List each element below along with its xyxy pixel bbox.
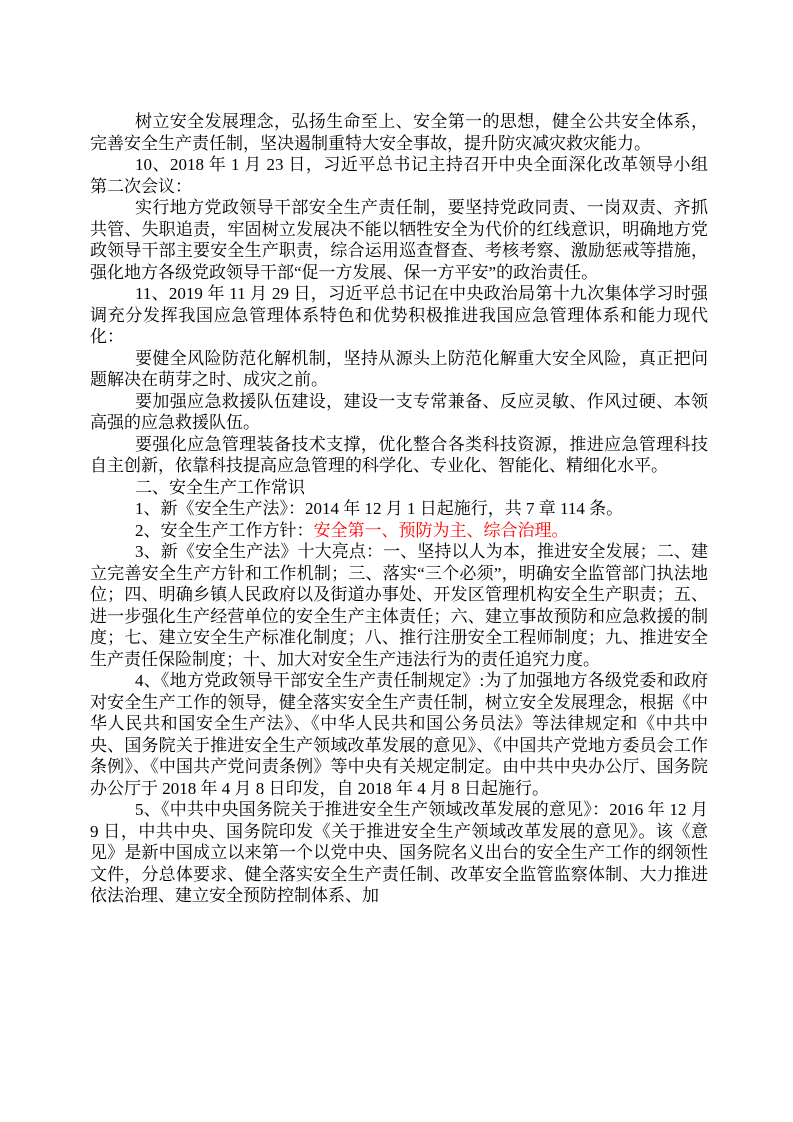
text-segment: 11、2019 年 11 月 29 日，习近平总书记在中央政治局第十九次集体学习时强调充分发挥我国应急管理体系特色和优势积极推进我国应急管理体系和能力现代化： [90, 284, 708, 346]
highlighted-red-text: 安全第一、预防为主、综合治理。 [313, 520, 569, 540]
paragraph-1 [90, 111, 708, 154]
text-segment: 树立安全发展理念，弘扬生命至上、安全第一的思想，健全公共安全体系，完善安全生产责任制，坚决遏制重特大安全事故，提升防灾减灾救灾能力。 [90, 112, 708, 153]
text-segment: 5、《中共中央国务院关于推进安全生产领域改革发展的意见》：2016 年 12 月 9 日，中共中央、国务院印发《关于推进安全生产领域改革发展的意见》。该《意见》是新中国成立以来第一个以党中央、国务院名义出台的安全生产工作的纲领性文件，分总体要求、健全落实安全生产责任制、改革安全监管监察体制、大力推进依法治理、建立安全预防控制体系、加 [90, 800, 708, 905]
paragraph-13 [90, 799, 708, 907]
paragraph-7 [90, 434, 708, 477]
paragraph-11 [90, 541, 708, 670]
text-segment: 4、《地方党政领导干部安全生产责任制规定》:为了加强地方各级党委和政府对安全生产工作的领导，健全落实安全生产责任制，树立安全发展理念，根据《中华人民共和国安全生产法》、《中华人民共和国公务员法》等法律规定和《中共中央、国务院关于推进安全生产领域改革发展的意见》、《中国共产党地方委员会工作条例》、《中国共产党问责条例》等中央有关规定制定。由中共中央办公厅、国务院办公厅于 2018 年 4 月 8 日印发，自 2018 年 4 月 8 日起施行。 [90, 671, 708, 798]
paragraph-12 [90, 670, 708, 799]
text-segment: 要健全风险防范化解机制，坚持从源头上防范化解重大安全风险，真正把问题解决在萌芽之时、成灾之前。 [90, 348, 708, 389]
paragraph-8 [90, 477, 708, 499]
paragraph-3 [90, 197, 708, 283]
paragraph-4 [90, 283, 708, 348]
text-segment: 要加强应急救援队伍建设，建设一支专常兼备、反应灵敏、作风过硬、本领高强的应急救援队伍。 [90, 391, 708, 432]
paragraph-9 [90, 498, 708, 520]
text-segment: 1、新《安全生产法》：2014 年 12 月 1 日起施行，共 7 章 114 条。 [135, 499, 624, 518]
text-segment: 二、安全生产工作常识 [135, 477, 305, 497]
text-segment: 10、2018 年 1 月 23 日，习近平总书记主持召开中央全面深化改革领导小组第二次会议： [90, 155, 708, 196]
paragraph-2 [90, 154, 708, 197]
paragraph-10 [90, 520, 708, 542]
paragraph-6 [90, 391, 708, 434]
text-segment: 实行地方党政领导干部安全生产责任制，要坚持党政同责、一岗双责、齐抓共管、失职追责，牢固树立发展决不能以牺牲安全为代价的红线意识，明确地方党政领导干部主要安全生产职责，综合运用巡查督查、考核考察、激励惩戒等措施，强化地方各级党政领导干部“促一方发展、保一方平安”的政治责任。 [90, 198, 708, 282]
text-segment: 要强化应急管理装备技术支撑，优化整合各类科技资源，推进应急管理科技自主创新，依靠科技提高应急管理的科学化、专业化、智能化、精细化水平。 [90, 434, 708, 475]
paragraph-5 [90, 348, 708, 391]
text-segment: 2、安全生产工作方针： [135, 520, 314, 540]
text-segment: 3、新《安全生产法》十大亮点：一、坚持以人为本，推进安全发展；二、建立完善安全生产方针和工作机制；三、落实“三个必须”，明确安全监管部门执法地位；四、明确乡镇人民政府以及街道办事处、开发区管理机构安全生产职责；五、进一步强化生产经营单位的安全生产主体责任；六、建立事故预防和应急救援的制度；七、建立安全生产标准化制度；八、推行注册安全工程师制度；九、推进安全生产责任保险制度；十、加大对安全生产违法行为的责任追究力度。 [90, 542, 708, 669]
document-body [90, 111, 708, 907]
